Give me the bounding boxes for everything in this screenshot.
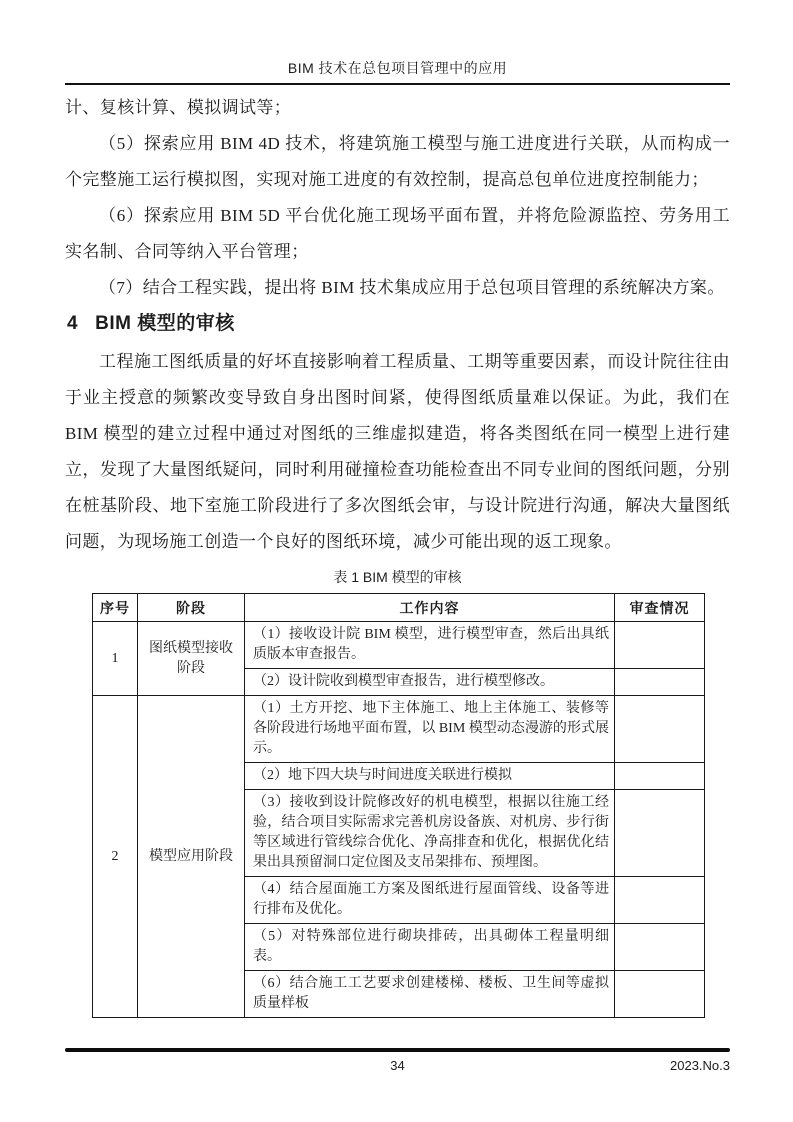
- running-head-title: BIM 技术在总包项目管理中的应用: [287, 60, 508, 76]
- table-header-cell: 审查情况: [615, 594, 705, 622]
- cell-stage: 模型应用阶段: [138, 696, 245, 1018]
- page-footer: [65, 1048, 730, 1076]
- section-number: 4: [67, 313, 79, 334]
- page-content: [65, 90, 730, 1018]
- table-header-row: [93, 594, 705, 622]
- paragraph: 计、复核计算、模拟调试等；: [65, 98, 292, 117]
- cell-review-status: [615, 877, 705, 924]
- paragraph: （6）探索应用 BIM 5D 平台优化施工现场平面布置，并将危险源监控、劳务用工实名制、合同等纳入平台管理；: [65, 206, 730, 261]
- section-title: BIM 模型的审核: [95, 313, 235, 334]
- header-rule: [65, 83, 730, 85]
- cell-work-content: （4）结合屋面施工方案及图纸进行屋面管线、设备等进行排布及优化。: [245, 877, 615, 924]
- cell-review-status: [615, 924, 705, 971]
- cell-work-content: （1）接收设计院 BIM 模型，进行模型审查，然后出具纸质版本审查报告。: [245, 622, 615, 669]
- cell-review-status: [615, 622, 705, 669]
- paragraph: （5）探索应用 BIM 4D 技术，将建筑施工模型与施工进度进行关联，从而构成一个完整施工运行模拟图，实现对施工进度的有效控制，提高总包单位进度控制能力；: [65, 134, 730, 189]
- table-header-cell: 工作内容: [245, 594, 615, 622]
- cell-work-content: （6）结合施工工艺要求创建楼梯、楼板、卫生间等虚拟质量样板: [245, 971, 615, 1018]
- cell-review-status: [615, 790, 705, 877]
- cell-work-content: （2）设计院收到模型审查报告，进行模型修改。: [245, 669, 615, 696]
- table-row: [93, 696, 705, 763]
- cell-stage: 图纸模型接收阶段: [138, 622, 245, 696]
- cell-work-content: （1）土方开挖、地下主体施工、地上主体施工、装修等各阶段进行场地平面布置，以 BIM 模型动态漫游的形式展示。: [245, 696, 615, 763]
- paragraph: 工程施工图纸质量的好坏直接影响着工程质量、工期等重要因素，而设计院往往由于业主授意的频繁改变导致自身出图时间紧，使得图纸质量难以保证。为此，我们在 BIM 模型的建立过程中通过对图纸的三维虚拟建造，将各类图纸在同一模型上进行建立，发现了大量图纸疑问，同时利用碰撞检查功能检查出不同专业间的图纸问题，分别在桩基阶段、地下室施工阶段进行了多次图纸会审，与设计院进行沟通，解决大量图纸问题，为现场施工创造一个良好的图纸环境，减少可能出现的返工现象。: [65, 352, 730, 551]
- cell-sequence-number: 1: [93, 622, 138, 696]
- cell-review-status: [615, 971, 705, 1018]
- cell-work-content: （5）对特殊部位进行砌块排砖，出具砌体工程量明细表。: [245, 924, 615, 971]
- table-caption: 表 1 BIM 模型的审核: [333, 569, 462, 585]
- cell-work-content: （3）接收到设计院修改好的机电模型，根据以往施工经验，结合项目实际需求完善机房设备族、对机房、步行街等区域进行管线综合优化、净高排查和优化，根据优化结果出具预留洞口定位图及支吊架排布、预埋图。: [245, 790, 615, 877]
- footer-rule: [65, 1048, 730, 1052]
- paragraph: （7）结合工程实践，提出将 BIM 技术集成应用于总包项目管理的系统解决方案。: [99, 278, 725, 297]
- cell-work-content: （2）地下四大块与时间进度关联进行模拟: [245, 763, 615, 790]
- table-row: [93, 622, 705, 669]
- footer-row: [65, 1058, 730, 1076]
- review-table-head: [93, 594, 705, 622]
- paragraph-block-intro: [65, 90, 730, 306]
- cell-review-status: [615, 763, 705, 790]
- section-heading: [67, 308, 730, 340]
- table-header-cell: 序号: [93, 594, 138, 622]
- issue-number: 2023.No.3: [670, 1058, 730, 1073]
- running-header: [65, 58, 730, 85]
- page-number: 34: [390, 1058, 405, 1073]
- cell-review-status: [615, 669, 705, 696]
- review-table-body: [93, 622, 705, 1018]
- review-table: [92, 593, 705, 1018]
- table-header-cell: 阶段: [138, 594, 245, 622]
- cell-sequence-number: 2: [93, 696, 138, 1018]
- cell-review-status: [615, 696, 705, 763]
- paragraph-block-section: [65, 344, 730, 560]
